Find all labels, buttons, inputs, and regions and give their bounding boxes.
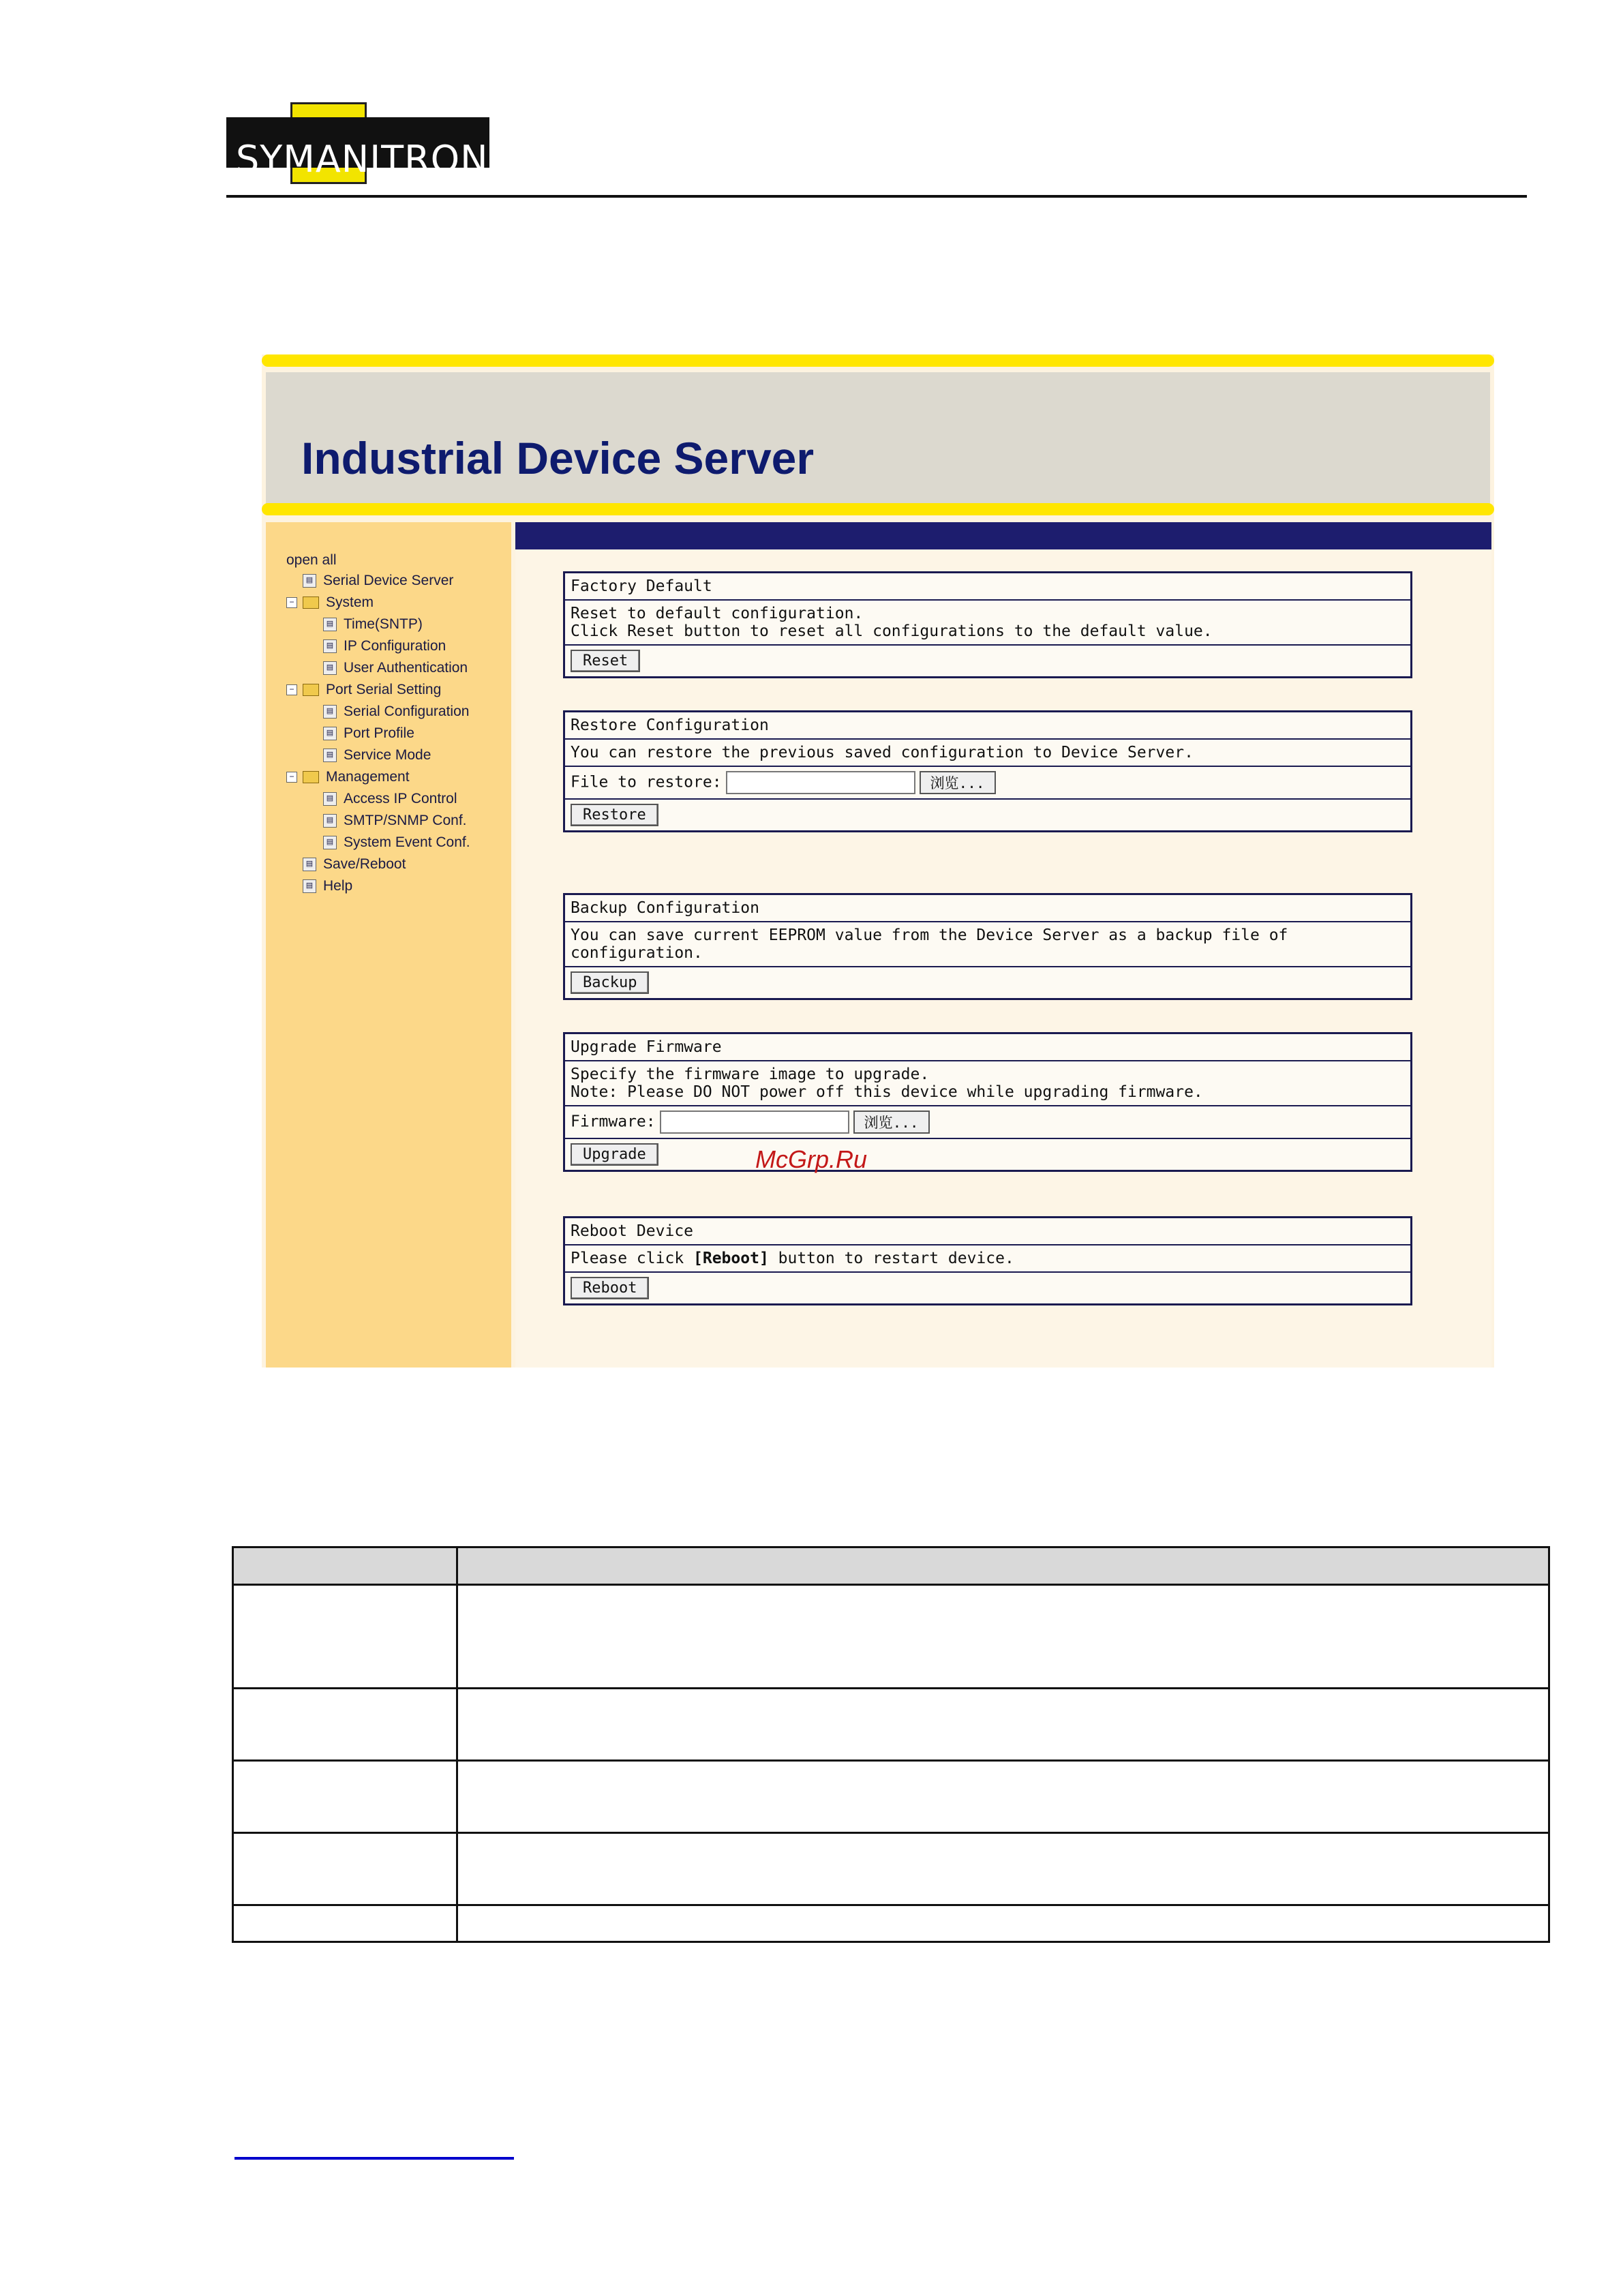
- page-icon: ▤: [323, 749, 337, 762]
- panel-title: Factory Default: [565, 573, 1410, 601]
- collapse-icon[interactable]: −: [286, 772, 297, 783]
- tree-item-management[interactable]: [286, 768, 410, 787]
- web-ui-screenshot: [262, 354, 1494, 1368]
- tree-item-serial-device-server[interactable]: [303, 571, 453, 590]
- page-icon: ▤: [323, 792, 337, 806]
- tree-item-label: Access IP Control: [344, 791, 457, 806]
- table-row: [233, 1585, 1549, 1689]
- page-icon: ▤: [323, 705, 337, 719]
- panel-title: Reboot Device: [565, 1218, 1410, 1245]
- firmware-label: Firmware:: [571, 1113, 656, 1131]
- table-cell: [457, 1761, 1549, 1833]
- panel-title: Backup Configuration: [565, 895, 1410, 922]
- page-icon: ▤: [323, 727, 337, 740]
- table-header-row: [233, 1547, 1549, 1585]
- table-row: [233, 1761, 1549, 1833]
- tree-item-label: Service Mode: [344, 747, 431, 763]
- banner: [266, 372, 1490, 504]
- page-icon: ▤: [303, 858, 316, 871]
- table-cell: [457, 1905, 1549, 1942]
- tree-item-label: System: [326, 594, 374, 610]
- page-icon: ▤: [323, 836, 337, 849]
- restore-button[interactable]: Restore: [571, 804, 658, 826]
- upgrade-button[interactable]: Upgrade: [571, 1143, 658, 1166]
- backup-configuration-panel: [563, 893, 1412, 1000]
- tree-item-service-mode[interactable]: [323, 746, 431, 765]
- table-row: [233, 1689, 1549, 1761]
- watermark: McGrp.Ru: [755, 1145, 868, 1173]
- panel-actions: [565, 1273, 1410, 1303]
- collapse-icon[interactable]: −: [286, 597, 297, 608]
- tree-item-label: System Event Conf.: [344, 834, 470, 850]
- tree-item-help[interactable]: [303, 877, 352, 896]
- tree-item-port-serial-setting[interactable]: [286, 680, 441, 699]
- tree-item-label: Port Profile: [344, 725, 414, 741]
- tree-item-label: Time(SNTP): [344, 616, 423, 632]
- panel-description: You can restore the previous saved configuration to Device Server.: [565, 740, 1410, 767]
- description-bold: [Reboot]: [693, 1250, 769, 1267]
- panel-actions: [565, 1139, 1410, 1170]
- sidebar: [266, 522, 511, 1368]
- table-cell: [233, 1689, 457, 1761]
- tree-item-smtp-snmp-conf[interactable]: [323, 811, 467, 830]
- restore-file-row: [565, 767, 1410, 800]
- tree-item-label: Management: [326, 769, 410, 785]
- tree-item-label: Port Serial Setting: [326, 682, 442, 697]
- table-cell: [457, 1833, 1549, 1905]
- firmware-browse-button[interactable]: 浏览...: [853, 1111, 930, 1134]
- page-icon: ▤: [303, 574, 316, 588]
- tree-item-label: User Authentication: [344, 660, 468, 676]
- description-text: button to restart device.: [768, 1250, 1014, 1267]
- yellow-stripe-top: [262, 354, 1494, 367]
- reboot-device-panel: [563, 1216, 1412, 1305]
- page-icon: ▤: [303, 879, 316, 893]
- tree-item-label: IP Configuration: [344, 638, 446, 654]
- panel-description: You can save current EEPROM value from the Device Server as a backup file of configuration.: [565, 922, 1410, 967]
- tree-item-label: Serial Configuration: [344, 704, 470, 719]
- tree-item-label: Serial Device Server: [323, 573, 454, 588]
- footnote-rule: [234, 2157, 514, 2160]
- panel-description: [565, 1245, 1410, 1273]
- table-cell: [233, 1585, 457, 1689]
- page-icon: ▤: [323, 639, 337, 653]
- folder-icon: [303, 684, 319, 696]
- description-line: Click Reset button to reset all configurations to the default value.: [571, 622, 1213, 640]
- description-text: Please click: [571, 1250, 694, 1267]
- panel-description: [565, 601, 1410, 646]
- file-to-restore-input[interactable]: [726, 771, 915, 794]
- table-header-cell: [233, 1547, 457, 1585]
- logo-text: SYMANITRON: [236, 138, 489, 181]
- reboot-button[interactable]: Reboot: [571, 1277, 649, 1299]
- yellow-stripe-bottom: [262, 503, 1494, 515]
- firmware-file-row: [565, 1106, 1410, 1139]
- header-rule: [226, 195, 1527, 198]
- tree-item-time-sntp[interactable]: [323, 615, 423, 634]
- folder-icon: [303, 596, 319, 609]
- tree-item-label: Save/Reboot: [323, 856, 406, 872]
- tree-open-all-link[interactable]: open all: [286, 552, 337, 568]
- table-header-cell: [457, 1547, 1549, 1585]
- tree-item-system-event-conf[interactable]: [323, 833, 470, 852]
- description-line: Reset to default configuration.: [571, 605, 864, 622]
- upgrade-firmware-panel: [563, 1032, 1412, 1172]
- description-line: Note: Please DO NOT power off this device while upgrading firmware.: [571, 1083, 1203, 1101]
- tree-item-label: Help: [323, 878, 353, 894]
- file-to-restore-label: File to restore:: [571, 773, 722, 791]
- tree-item-ip-configuration[interactable]: [323, 637, 446, 656]
- panel-actions: [565, 800, 1410, 830]
- tree-item-access-ip-control[interactable]: [323, 789, 457, 809]
- table-cell: [233, 1905, 457, 1942]
- content-top-bar: [515, 522, 1491, 549]
- table-cell: [457, 1689, 1549, 1761]
- tree-item-serial-configuration[interactable]: [323, 702, 469, 721]
- description-table: [232, 1546, 1550, 1943]
- tree-item-system[interactable]: [286, 593, 374, 612]
- table-cell: [457, 1585, 1549, 1689]
- content-area: [515, 549, 1491, 1368]
- table-cell: [233, 1833, 457, 1905]
- collapse-icon[interactable]: −: [286, 684, 297, 695]
- panel-actions: [565, 646, 1410, 676]
- tree-item-label: SMTP/SNMP Conf.: [344, 813, 467, 828]
- page-icon: ▤: [323, 814, 337, 828]
- symanitron-logo: [226, 102, 489, 184]
- banner-title: Industrial Device Server: [301, 433, 815, 483]
- table-row: [233, 1833, 1549, 1905]
- table-cell: [233, 1761, 457, 1833]
- page-icon: ▤: [323, 661, 337, 675]
- folder-icon: [303, 771, 319, 783]
- restore-browse-button[interactable]: 浏览...: [920, 771, 996, 794]
- description-line: Specify the firmware image to upgrade.: [571, 1066, 930, 1083]
- tree-item-save-reboot[interactable]: [303, 855, 406, 874]
- tree-item-user-authentication[interactable]: [323, 659, 468, 678]
- page-icon: ▤: [323, 618, 337, 631]
- restore-configuration-panel: [563, 710, 1412, 832]
- factory-default-panel: [563, 571, 1412, 678]
- firmware-file-input[interactable]: [660, 1111, 849, 1134]
- panel-description: [565, 1061, 1410, 1106]
- tree-item-port-profile[interactable]: [323, 724, 414, 743]
- panel-title: Restore Configuration: [565, 712, 1410, 740]
- logo-black-bar: [226, 117, 489, 181]
- reset-button[interactable]: Reset: [571, 650, 640, 672]
- panel-title: Upgrade Firmware: [565, 1034, 1410, 1061]
- table-row: [233, 1905, 1549, 1942]
- panel-actions: [565, 967, 1410, 998]
- backup-button[interactable]: Backup: [571, 971, 649, 994]
